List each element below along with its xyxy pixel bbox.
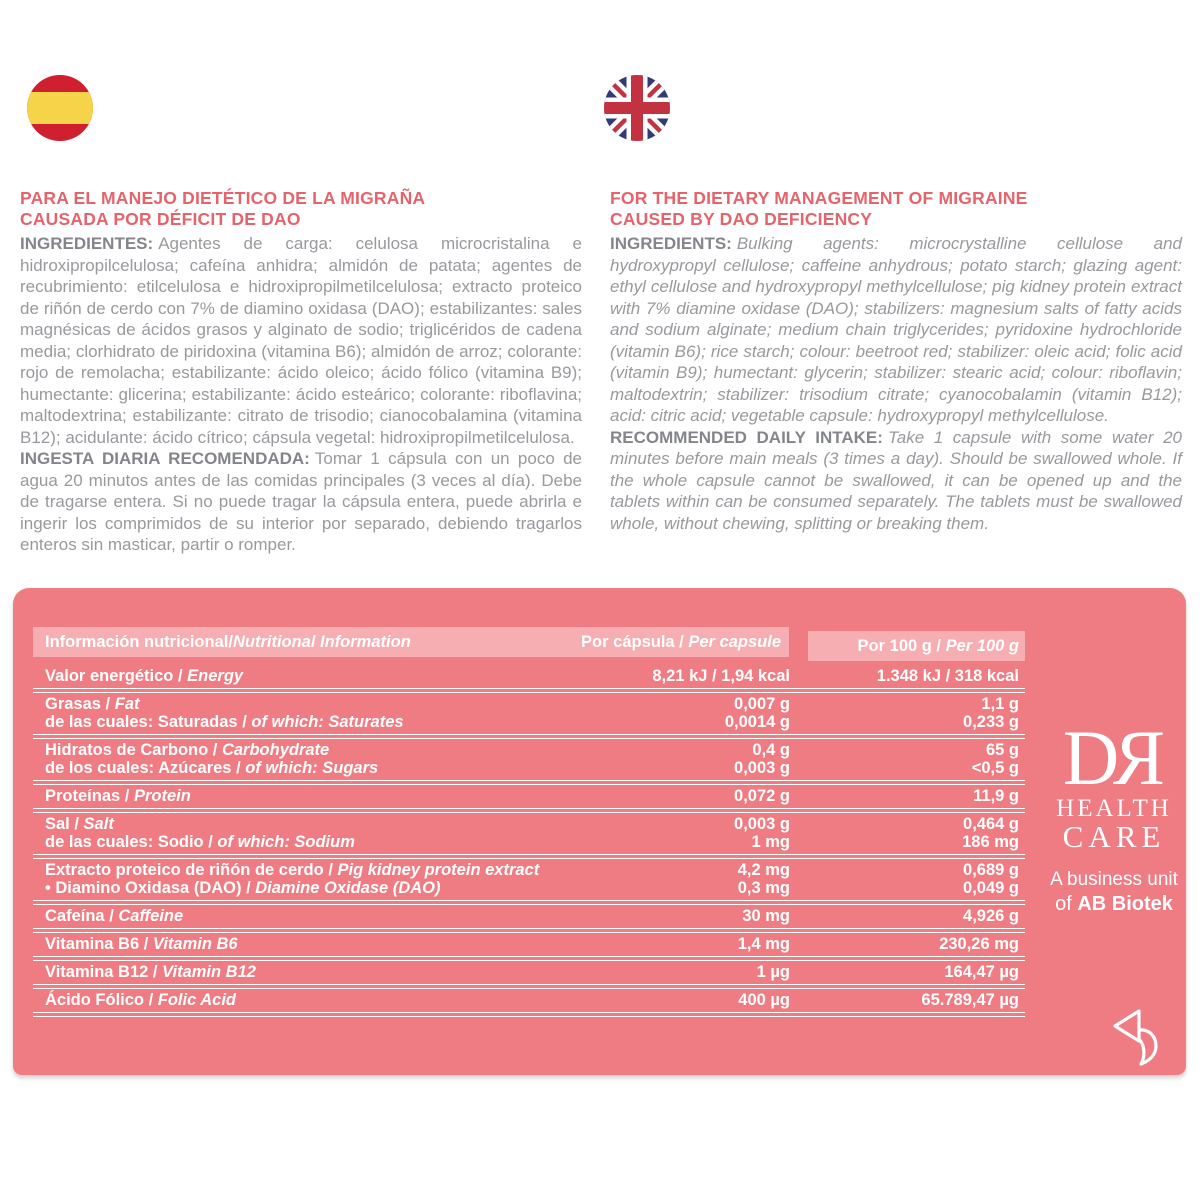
header-band-gap <box>789 627 808 661</box>
row-label-line: • Diamino Oxidasa (DAO) / Diamine Oxidase (DAO) <box>45 879 441 897</box>
row-label <box>33 935 590 953</box>
row-label <box>33 907 590 925</box>
spanish-heading <box>20 188 582 229</box>
ingredients-text-en: Bulking agents: microcrystalline cellulose and hydroxypropyl cellulose; caffeine anhydrous; potato starch; glazing agent: ethyl cellulose and hydroxypropyl methylcellulose; pig kidney protein extract with 7% diamine oxidase (DAO); stabilizers: magnesium salts of fatty acids and sodium alginate; medium chain triglycerides; pyridoxine hydrochloride (vitamin B6); rice starch; colour: beetroot red; stabilizer: oleic acid; folic acid (vitamin B9); humectant: glycerin; stabilizer: stearic acid; colour: riboflavin; maltodextrin; stabilizer: trisodium citrate; cyanocobalamin (vitamin B12); acid: citric acid; vegetable capsule: hydroxypropyl methylcellulose. <box>610 234 1182 425</box>
table-row <box>33 665 1025 688</box>
per-100g-value: 4,926 g <box>963 907 1019 925</box>
intake-label-es: INGESTA DIARIA RECOMENDADA: <box>20 449 310 468</box>
logo-tagline-line1: A business unit <box>1050 869 1178 890</box>
row-label-line: Grasas / Fat <box>45 695 140 713</box>
nutrition-table <box>33 627 1025 1017</box>
per-capsule-value: 30 mg <box>742 907 790 925</box>
per-capsule-value: 8,21 kJ / 1,94 kcal <box>652 667 790 685</box>
english-heading <box>610 188 1182 229</box>
spanish-heading-line1: PARA EL MANEJO DIETÉTICO DE LA MIGRAÑA <box>20 188 426 208</box>
spanish-heading-line2: CAUSADA POR DÉFICIT DE DAO <box>20 208 301 229</box>
intake-label-en: RECOMMENDED DAILY INTAKE: <box>610 427 883 447</box>
english-body-text <box>610 233 1182 534</box>
per-100g-value: 0,689 g 0,049 g <box>963 861 1019 897</box>
spain-flag-icon <box>27 75 93 141</box>
intake-text-es: Tomar 1 cápsula con un poco de agua 20 minutos antes de las comidas principales (3 veces al día). Debe de tragarse entera. Si no puede tragar la cápsula entera, puede abrirla e ingerir los comprimidos de su interior por separado, debiendo tragarlos enteros sin masticar, partir o romper. <box>20 449 583 554</box>
row-label-line: de las cuales: Saturadas / of which: Saturates <box>45 713 404 731</box>
row-label <box>33 861 590 897</box>
row-label-line: Extracto proteico de riñón de cerdo / Pig kidney protein extract <box>45 861 540 879</box>
row-label-line: Vitamina B6 / Vitamin B6 <box>45 935 238 953</box>
per-capsule-value: 1,4 mg <box>737 935 790 953</box>
per-100g-value: 0,464 g 186 mg <box>962 815 1019 851</box>
row-label-line: Proteínas / Protein <box>45 787 191 805</box>
nutrition-rows <box>33 665 1025 1017</box>
row-label <box>33 815 590 851</box>
back-arrow-icon <box>1103 1005 1167 1067</box>
intake-paragraph-en <box>610 427 1182 535</box>
per-100g-value: 1.348 kJ / 318 kcal <box>876 667 1019 685</box>
table-row <box>33 785 1025 808</box>
spanish-body-text <box>20 233 582 556</box>
row-label-line: Ácido Fólico / Folic Acid <box>45 991 236 1009</box>
table-row <box>33 739 1025 780</box>
per-100g-value: 11,9 g <box>973 787 1019 805</box>
row-label-line: Vitamina B12 / Vitamin B12 <box>45 963 256 981</box>
per-capsule-value: 1 µg <box>756 963 790 981</box>
english-heading-line1: FOR THE DIETARY MANAGEMENT OF MIGRAINE <box>610 188 1028 208</box>
header-col-per-100g: Por 100 g / Per 100 g <box>808 631 1025 661</box>
per-100g-value: 164,47 µg <box>944 963 1019 981</box>
row-label <box>33 695 590 731</box>
row-label-line: Hidratos de Carbono / Carbohydrate <box>45 741 330 759</box>
logo-word-care: CARE <box>1062 819 1166 854</box>
nutrition-panel <box>13 588 1186 1075</box>
table-row <box>33 859 1025 900</box>
ingredients-paragraph-es <box>20 233 582 448</box>
row-label <box>33 741 590 777</box>
per-capsule-value: 0,072 g <box>734 787 790 805</box>
intake-paragraph-es <box>20 448 582 556</box>
header-title: Información nutricional/Nutritional Information <box>45 633 411 651</box>
row-label-line: Cafeína / Caffeine <box>45 907 184 925</box>
dr-healthcare-logo <box>1041 714 1187 916</box>
per-capsule-value: 4,2 mg 0,3 mg <box>737 861 790 897</box>
per-100g-value: 230,26 mg <box>939 935 1019 953</box>
logo-word-health: HEALTH <box>1056 795 1172 822</box>
ingredients-paragraph-en <box>610 233 1182 427</box>
intake-text-en: Take 1 capsule with some water 20 minutes before main meals (3 times a day). Should be swallowed whole. If the whole capsule cannot be swallowed, it can be opened up and the tablets within can be consumed separately. The tablets must be swallowed whole, without chewing, splitting or breaking them. <box>610 427 1183 533</box>
uk-flag-icon <box>604 75 670 141</box>
per-capsule-value: 400 µg <box>738 991 790 1009</box>
row-label-line: de los cuales: Azúcares / of which: Sugars <box>45 759 379 777</box>
per-capsule-value: 0,003 g 1 mg <box>734 815 790 851</box>
header-col-per-capsule: Por cápsula / Per capsule <box>581 633 781 651</box>
table-row <box>33 961 1025 984</box>
row-label-line: Valor energético / Energy <box>45 667 244 685</box>
row-label <box>33 667 590 685</box>
table-row <box>33 813 1025 854</box>
table-row <box>33 989 1025 1012</box>
row-separator <box>33 1012 1025 1017</box>
english-heading-line2: CAUSED BY DAO DEFICIENCY <box>610 208 873 229</box>
row-label-line: de las cuales: Sodio / of which: Sodium <box>45 833 355 851</box>
ingredients-label-en: INGREDIENTS: <box>610 234 732 253</box>
per-100g-value: 1,1 g 0,233 g <box>963 695 1019 731</box>
nutrition-table-header <box>33 627 1025 661</box>
row-label-line: Sal / Salt <box>45 815 114 833</box>
ingredients-label-es: INGREDIENTES: <box>20 234 154 253</box>
header-band-main <box>33 627 789 657</box>
row-label <box>33 991 590 1009</box>
ingredients-text-es: Agentes de carga: celulosa microcristalina e hidroxipropilcelulosa; cafeína anhidra; almidón de patata; agentes de recubrimiento: etilcelulosa e hidroxipropilmetilcelulosa; extracto proteico de riñón de cerdo con 7% de diamino oxidasa (DAO); estabilizantes: sales magnésicas de ácidos grasos y alginato de sodio; triglicéridos de cadena media; clorhidrato de piridoxina (vitamina B6); almidón de arroz; colorante: rojo de remolacha; estabilizante: ácido oleico; ácido fólico (vitamina B9); humectante: glicerina; estabilizante: ácido esteárico; colorante: riboflavina; maltodextrina; estabilizante: citrato de trisodio; cianocobalamina (vitamina B12); acidulante: ácido cítrico; cápsula vegetal: hidroxipropilmetilcelulosa. <box>20 234 582 447</box>
row-label <box>33 963 590 981</box>
per-100g-value: 65 g <0,5 g <box>971 741 1019 777</box>
logo-monogram: DR <box>1062 714 1166 801</box>
per-capsule-value: 0,4 g 0,003 g <box>734 741 790 777</box>
logo-tagline-line2: of AB Biotek <box>1055 893 1173 915</box>
per-capsule-value: 0,007 g 0,0014 g <box>724 695 790 731</box>
table-row <box>33 933 1025 956</box>
per-100g-value: 65.789,47 µg <box>921 991 1019 1009</box>
table-row <box>33 693 1025 734</box>
table-row <box>33 905 1025 928</box>
row-label <box>33 787 590 805</box>
